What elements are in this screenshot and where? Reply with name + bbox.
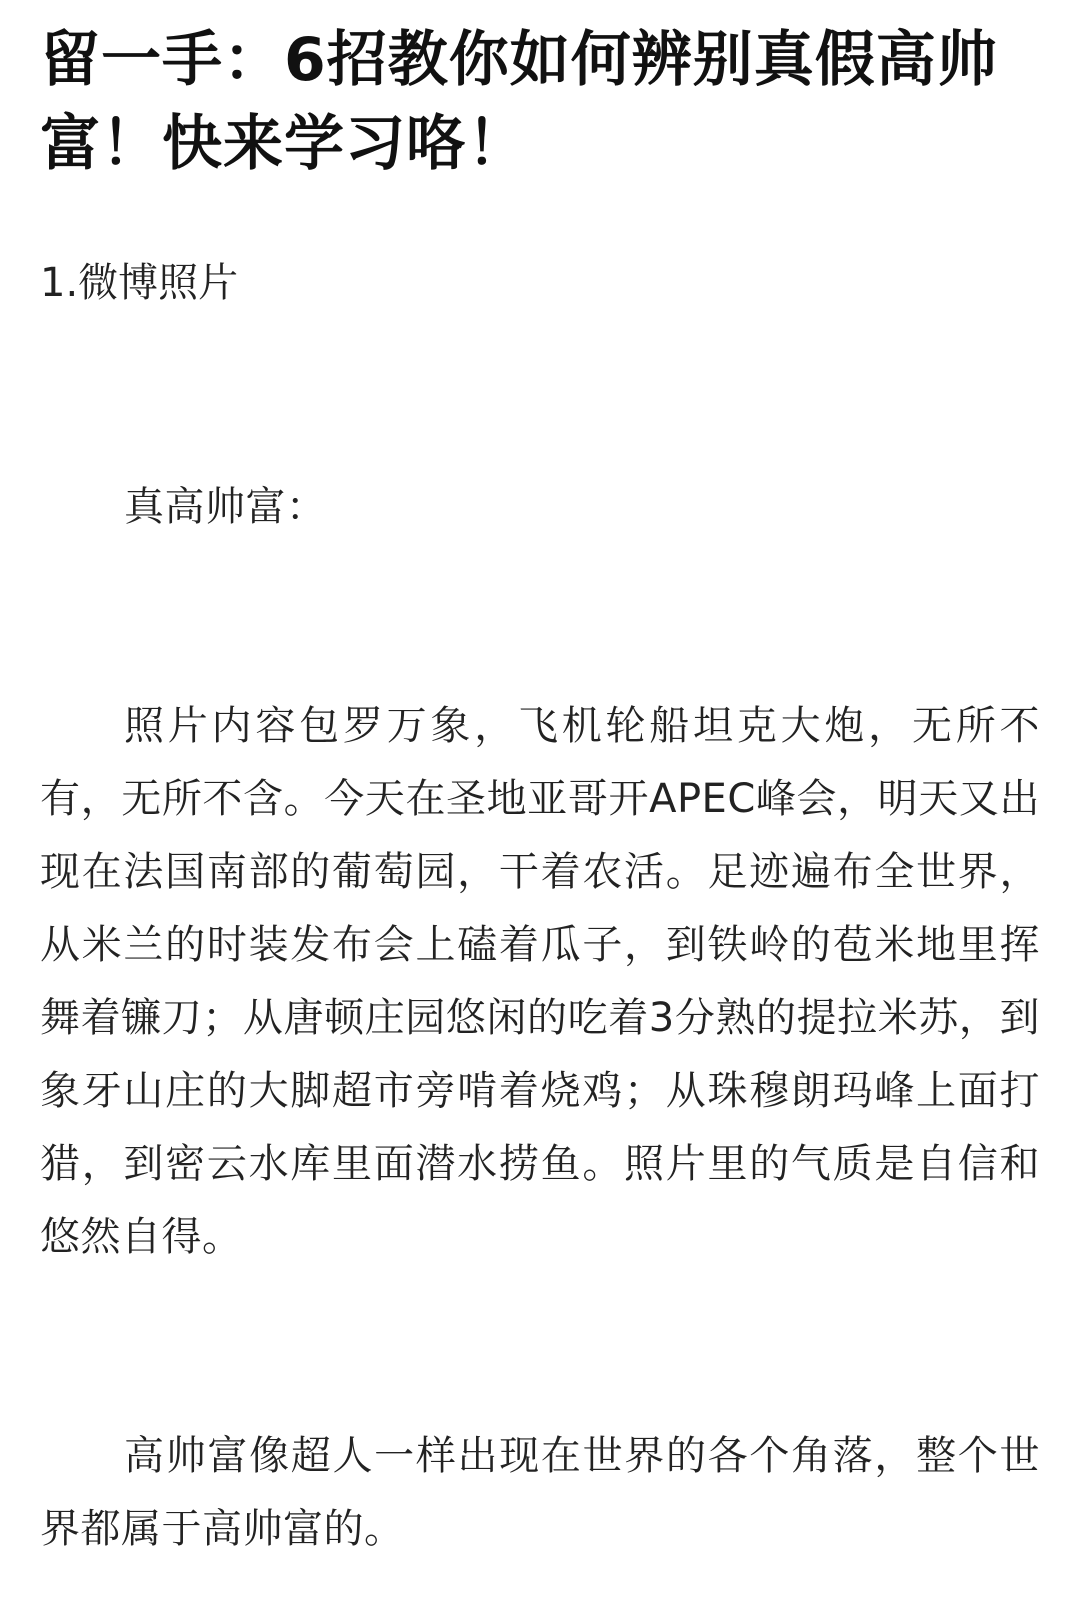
paragraph-label: 真高帅富： xyxy=(124,484,327,530)
section-heading: 1.微博照片 xyxy=(40,260,239,306)
paragraph-summary: 高帅富像超人一样出现在世界的各个角落，整个世界都属于高帅富的。 xyxy=(40,1433,1040,1552)
paragraph-description: 照片内容包罗万象，飞机轮船坦克大炮，无所不有，无所不含。今天在圣地亚哥开APEC峰会，明天又出现在法国南部的葡萄园，干着农活。足迹遍布全世界，从米兰的时装发布会上磕着瓜子，到铁岭的苞米地里挥舞着镰刀；从唐顿庄园悠闲的吃着3分熟的提拉米苏，到象牙山庄的大脚超市旁啃着烧鸡；从珠穆朗玛峰上面打猎，到密云水库里面潜水捞鱼。照片里的气质是自信和悠然自得。 xyxy=(40,703,1040,1260)
article-title: 留一手：6招教你如何辨别真假高帅富！快来学习咯！ xyxy=(40,25,998,179)
